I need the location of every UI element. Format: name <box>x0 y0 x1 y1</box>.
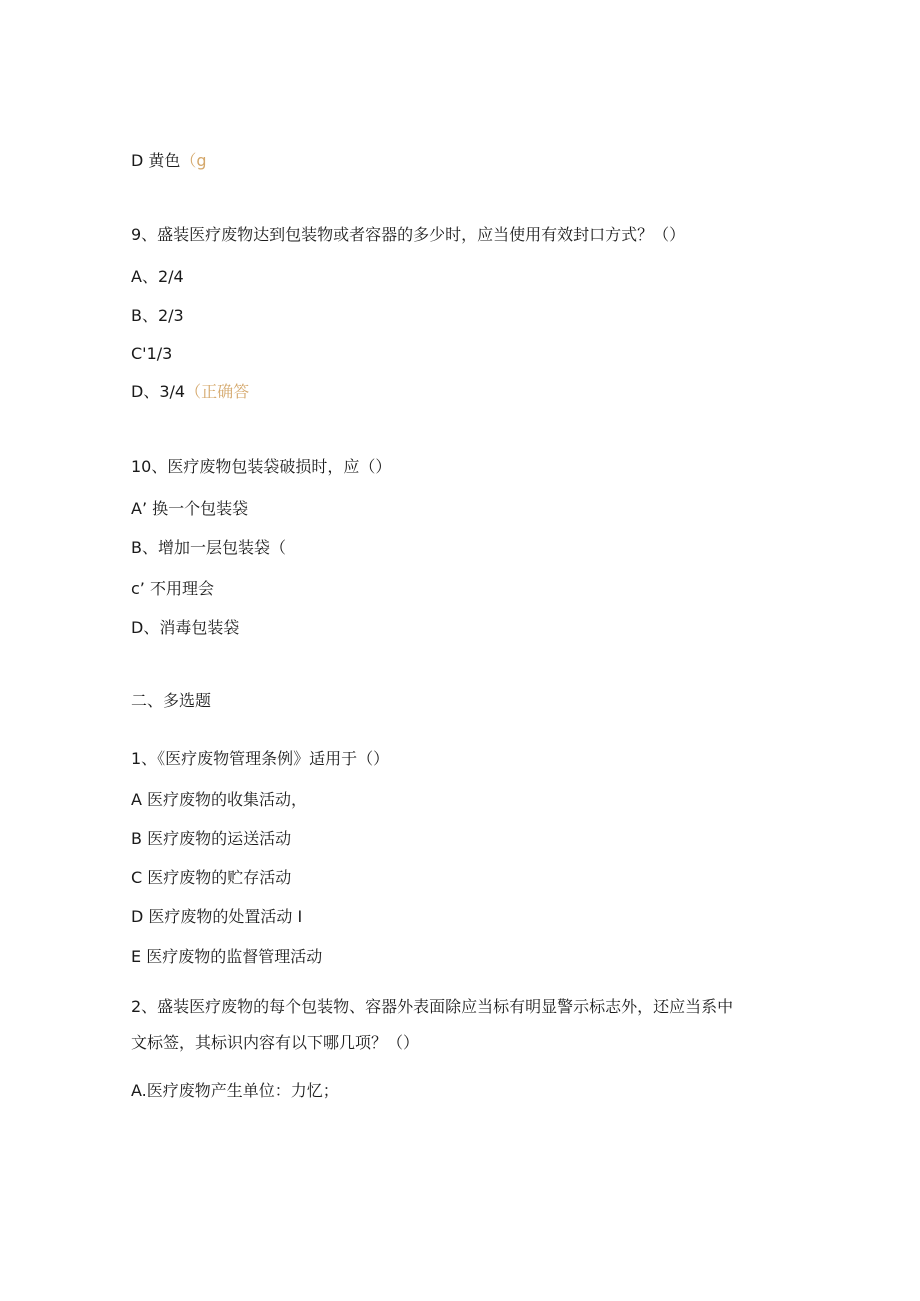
mq2-stem-line2: 文标签，其标识内容有以下哪几项？（） <box>131 1033 420 1052</box>
answer-annotation: （正确答 <box>185 382 250 401</box>
mq1-option-e: E 医疗废物的监督管理活动 <box>131 947 323 966</box>
q8-option-d <box>131 151 207 171</box>
mq1-stem: 1、《医疗废物管理条例》适用于（） <box>131 749 390 768</box>
mq1-option-d: D 医疗废物的处置活动 I <box>131 907 303 926</box>
mq2-stem-line1: 2、盛装医疗废物的每个包装物、容器外表面除应当标有明显警示标志外，还应当系中 <box>131 997 734 1016</box>
q10-option-a: A’ 换一个包装袋 <box>131 499 249 518</box>
q9-option-a: A、2/4 <box>131 267 184 286</box>
section-title: 二、多选题 <box>131 691 212 710</box>
q9-option-d <box>131 382 249 402</box>
option-text: D、3/4 <box>131 382 186 401</box>
q10-option-d: D、消毒包装袋 <box>131 618 240 637</box>
mq1-option-b: B 医疗废物的运送活动 <box>131 829 292 848</box>
q10-option-b: B、增加一层包装袋（ <box>131 538 286 557</box>
mq2-option-a: A.医疗废物产生单位：力忆； <box>131 1081 339 1100</box>
answer-annotation: （g <box>180 151 207 170</box>
q10-option-c: c’ 不用理会 <box>131 579 214 598</box>
option-text: D 黄色 <box>131 151 181 170</box>
mq1-option-c: C 医疗废物的贮存活动 <box>131 868 292 887</box>
q9-option-b: B、2/3 <box>131 306 184 325</box>
q9-stem: 9、盛装医疗废物达到包装物或者容器的多少时，应当使用有效封口方式？（） <box>131 225 686 244</box>
q10-stem: 10、医疗废物包装袋破损时，应（） <box>131 457 392 476</box>
q9-option-c: C'1/3 <box>131 344 173 363</box>
mq1-option-a: A 医疗废物的收集活动， <box>131 790 308 809</box>
